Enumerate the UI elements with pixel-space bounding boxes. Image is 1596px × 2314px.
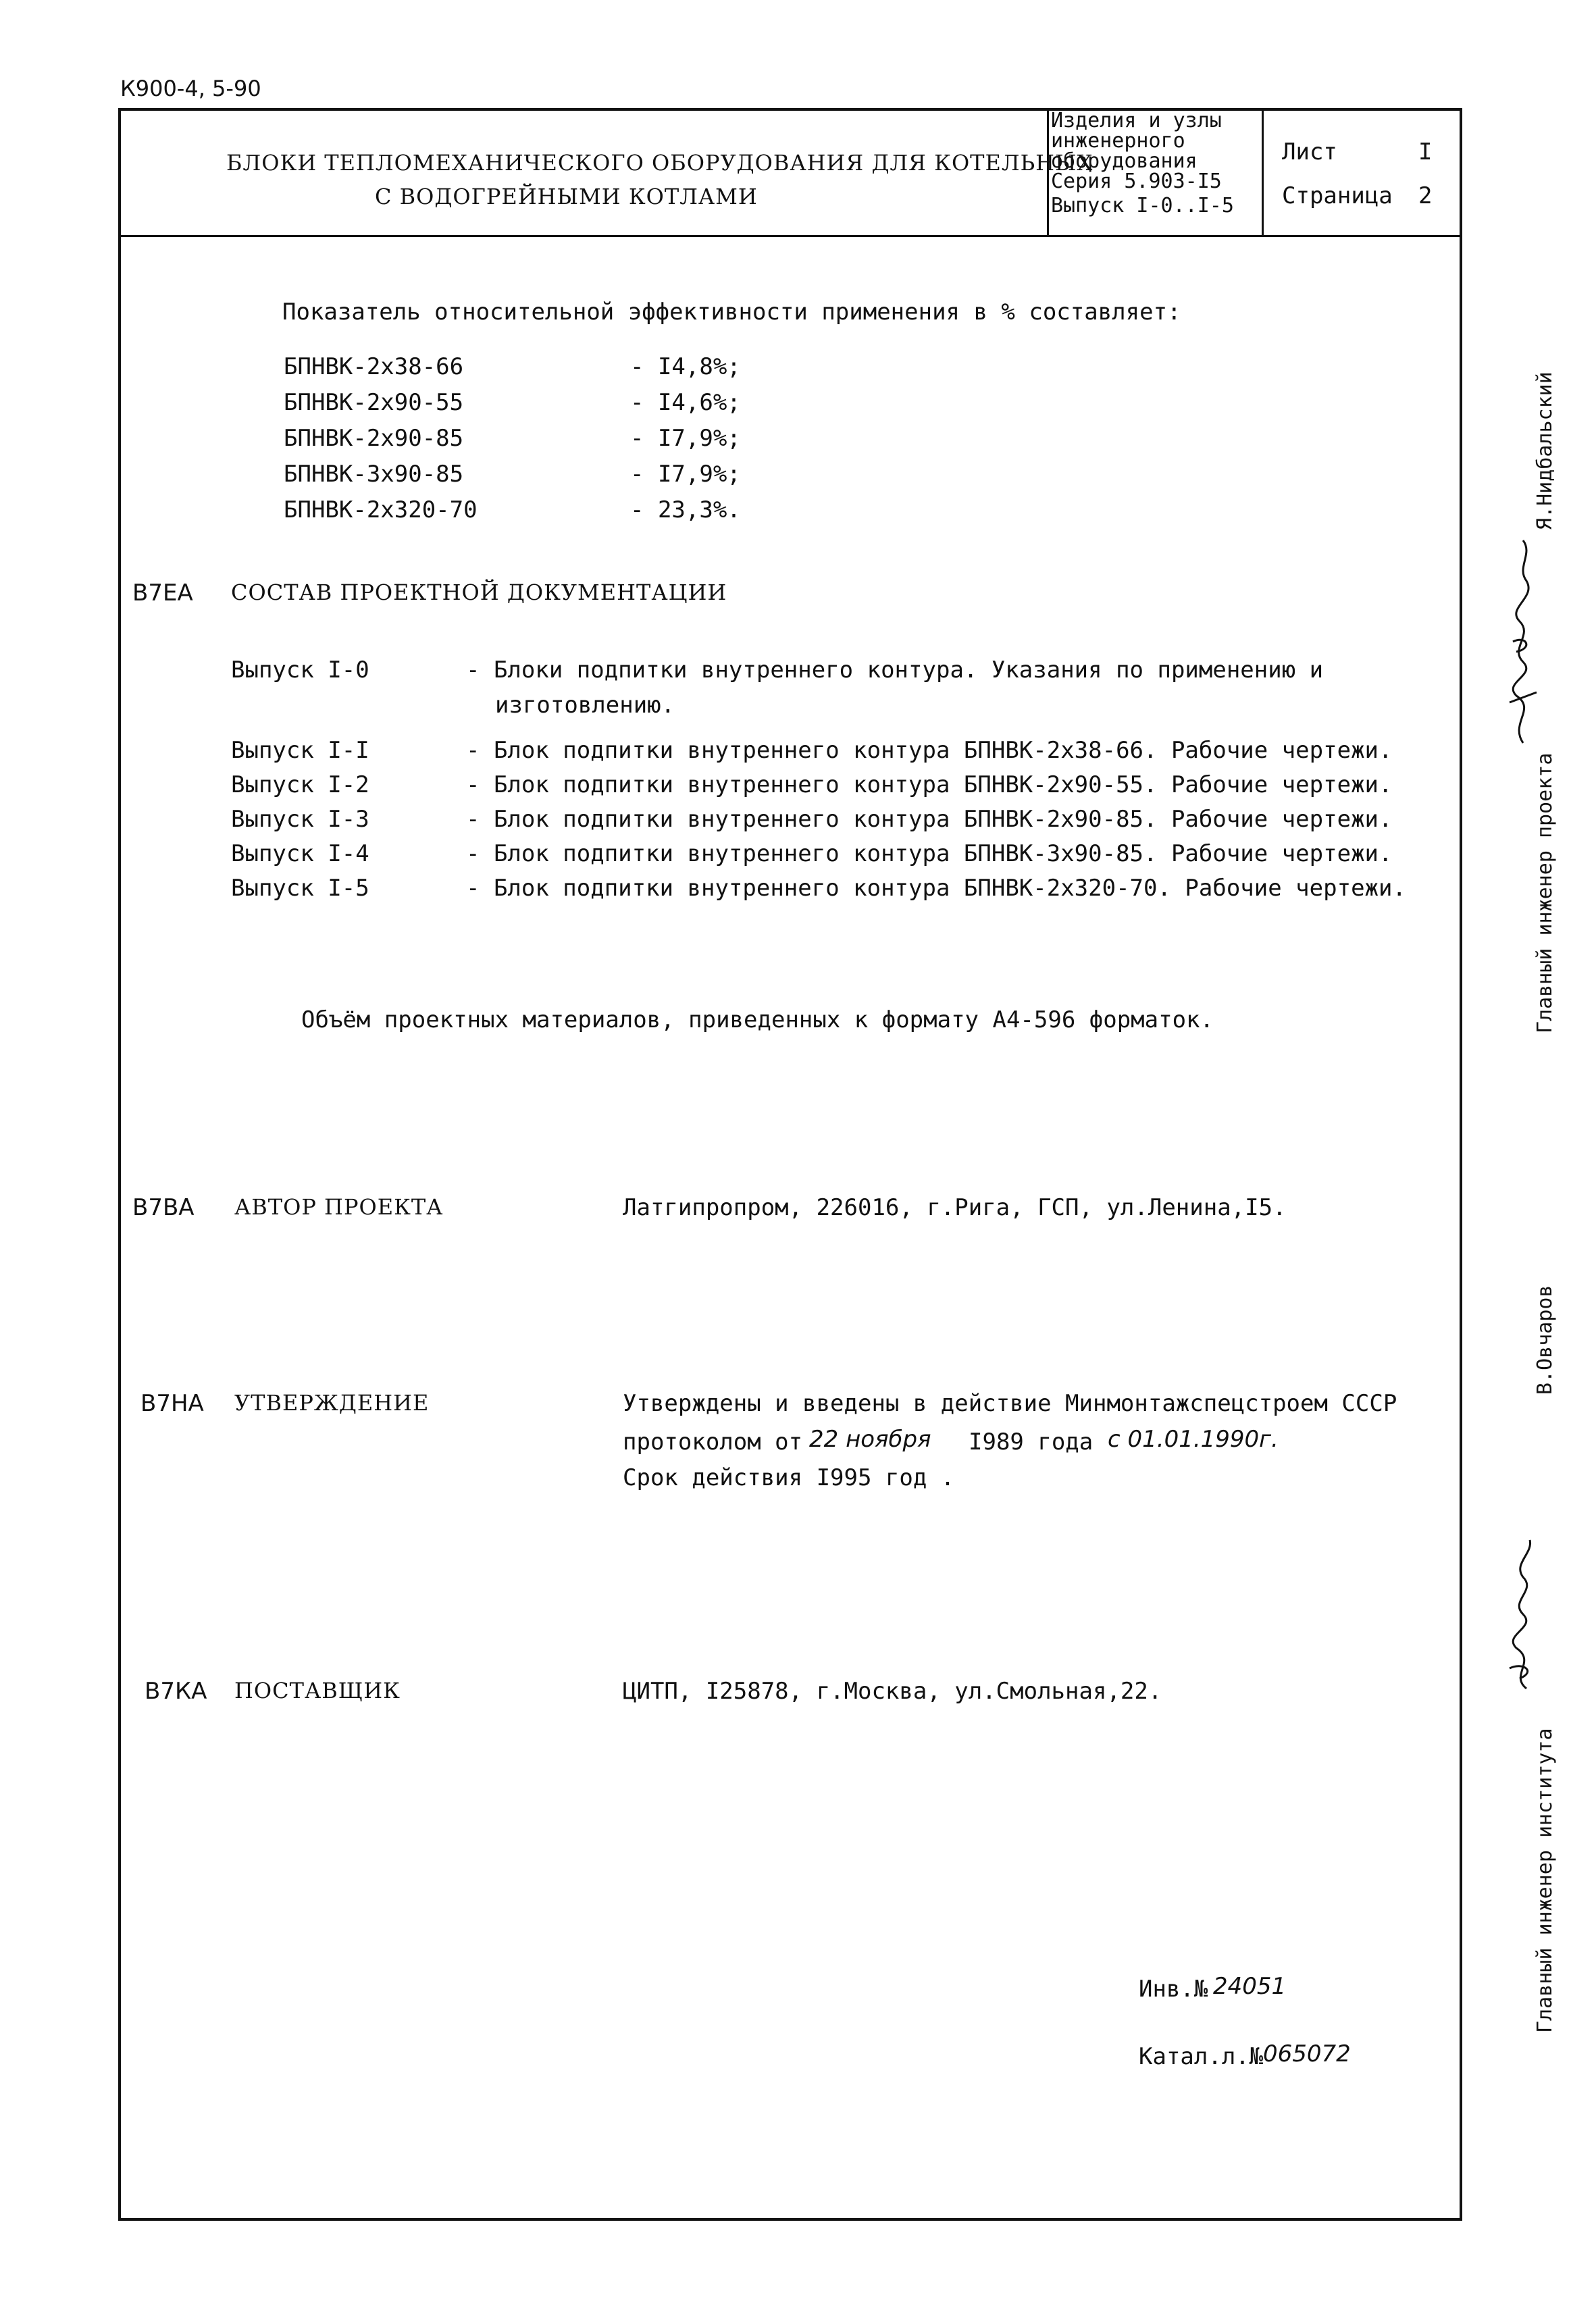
- author-code: В7ВА: [132, 1194, 195, 1221]
- side-chief-engineer-project-name: Я.Нидбальский: [1533, 371, 1557, 530]
- series-line-4: Серия 5.903-I5: [1051, 170, 1222, 193]
- composition-issue: Выпуск I-0: [231, 657, 369, 684]
- efficiency-item-value: - I7,9%;: [630, 461, 741, 488]
- side-chief-engineer-institute-name: В.Овчаров: [1533, 1285, 1557, 1395]
- supplier-code: В7КА: [145, 1678, 207, 1705]
- composition-desc: - Блок подпитки внутреннего контура БПНВК-2х90-55. Рабочие чертежи.: [466, 771, 1393, 798]
- efficiency-item-value: - 23,3%.: [630, 496, 741, 523]
- efficiency-item-name: БПНВК-2х90-55: [284, 389, 464, 416]
- document-stamp: К900-4, 5-90: [120, 76, 261, 101]
- composition-desc: - Блок подпитки внутреннего контура БПНВК-3х90-85. Рабочие чертежи.: [466, 840, 1393, 867]
- approval-line2-year: I989 года: [969, 1429, 1093, 1456]
- composition-desc: - Блок подпитки внутреннего контура БПНВК-2х90-85. Рабочие чертежи.: [466, 806, 1393, 833]
- composition-code: В7ЕА: [132, 580, 193, 607]
- efficiency-item-name: БПНВК-2х38-66: [284, 353, 464, 380]
- header-title-line1: БЛОКИ ТЕПЛОМЕХАНИЧЕСКОГО ОБОРУДОВАНИЯ ДЛЯ КОТЕЛЬНЫХ: [226, 150, 1093, 176]
- series-line-5: Выпуск I-0..I-5: [1051, 194, 1234, 217]
- composition-issue: Выпуск I-3: [231, 806, 369, 833]
- signature-institute-engineer: [1496, 1533, 1550, 1695]
- series-line-3: оборудования: [1051, 149, 1198, 173]
- inventory-label: Инв.№: [1139, 1976, 1208, 2003]
- author-heading: АВТОР ПРОЕКТА: [234, 1194, 444, 1220]
- composition-desc-cont: изготовлению.: [495, 692, 675, 719]
- header-title-line2: С ВОДОГРЕЙНЫМИ КОТЛАМИ: [375, 184, 758, 209]
- efficiency-item-name: БПНВК-2х320-70: [284, 496, 478, 523]
- series-line-2: инженерного: [1051, 129, 1185, 153]
- page-value: 2: [1418, 182, 1433, 209]
- author-text: Латгипропром, 226016, г.Рига, ГСП, ул.Ленина,I5.: [623, 1194, 1287, 1221]
- side-chief-engineer-institute: Главный инженер института: [1533, 1728, 1557, 2033]
- composition-issue: Выпуск I-5: [231, 875, 369, 902]
- efficiency-item-name: БПНВК-2х90-85: [284, 425, 464, 452]
- efficiency-item-value: - I7,9%;: [630, 425, 741, 452]
- efficiency-intro: Показатель относительной эффективности применения в % составляет:: [282, 299, 1181, 326]
- sheet-label: Лист: [1282, 138, 1337, 165]
- approval-heading: УТВЕРЖДЕНИЕ: [234, 1390, 430, 1416]
- signature-project-engineer: [1496, 534, 1550, 750]
- catalog-label: Катал.л.№: [1139, 2043, 1264, 2070]
- series-line-1: Изделия и узлы: [1051, 109, 1222, 132]
- approval-handwritten-date: 22 ноября: [809, 1426, 931, 1453]
- sheet-value: I: [1418, 138, 1433, 165]
- approval-handwritten-effective: с 01.01.1990г.: [1108, 1426, 1279, 1453]
- composition-desc: - Блок подпитки внутреннего контура БПНВК-2х38-66. Рабочие чертежи.: [466, 737, 1393, 764]
- volume-note: Объём проектных материалов, приведенных к формату А4-596 форматок.: [301, 1006, 1214, 1033]
- efficiency-item-name: БПНВК-3х90-85: [284, 461, 464, 488]
- header-col-divider-2: [1262, 108, 1264, 236]
- efficiency-item-value: - I4,8%;: [630, 353, 741, 380]
- composition-heading: СОСТАВ ПРОЕКТНОЙ ДОКУМЕНТАЦИИ: [231, 580, 727, 605]
- approval-code: В7НА: [140, 1390, 204, 1417]
- supplier-text: ЦИТП, I25878, г.Москва, ул.Смольная,22.: [623, 1678, 1162, 1705]
- inventory-value: 24051: [1213, 1973, 1287, 2000]
- composition-issue: Выпуск I-I: [231, 737, 369, 764]
- composition-desc: - Блоки подпитки внутреннего контура. Указания по применению и: [466, 657, 1324, 684]
- catalog-value: 065072: [1263, 2040, 1351, 2067]
- composition-issue: Выпуск I-2: [231, 771, 369, 798]
- header-divider: [118, 235, 1462, 237]
- supplier-heading: ПОСТАВЩИК: [234, 1678, 401, 1703]
- side-chief-engineer-project: Главный инженер проекта: [1533, 752, 1557, 1033]
- approval-line2-prefix: протоколом от: [623, 1429, 803, 1456]
- approval-line3: Срок действия I995 год .: [623, 1464, 955, 1491]
- efficiency-item-value: - I4,6%;: [630, 389, 741, 416]
- page-label: Страница: [1282, 182, 1393, 209]
- composition-issue: Выпуск I-4: [231, 840, 369, 867]
- approval-line1: Утверждены и введены в действие Минмонтажспецстроем СССР: [623, 1390, 1397, 1417]
- composition-desc: - Блок подпитки внутреннего контура БПНВК-2х320-70. Рабочие чертежи.: [466, 875, 1406, 902]
